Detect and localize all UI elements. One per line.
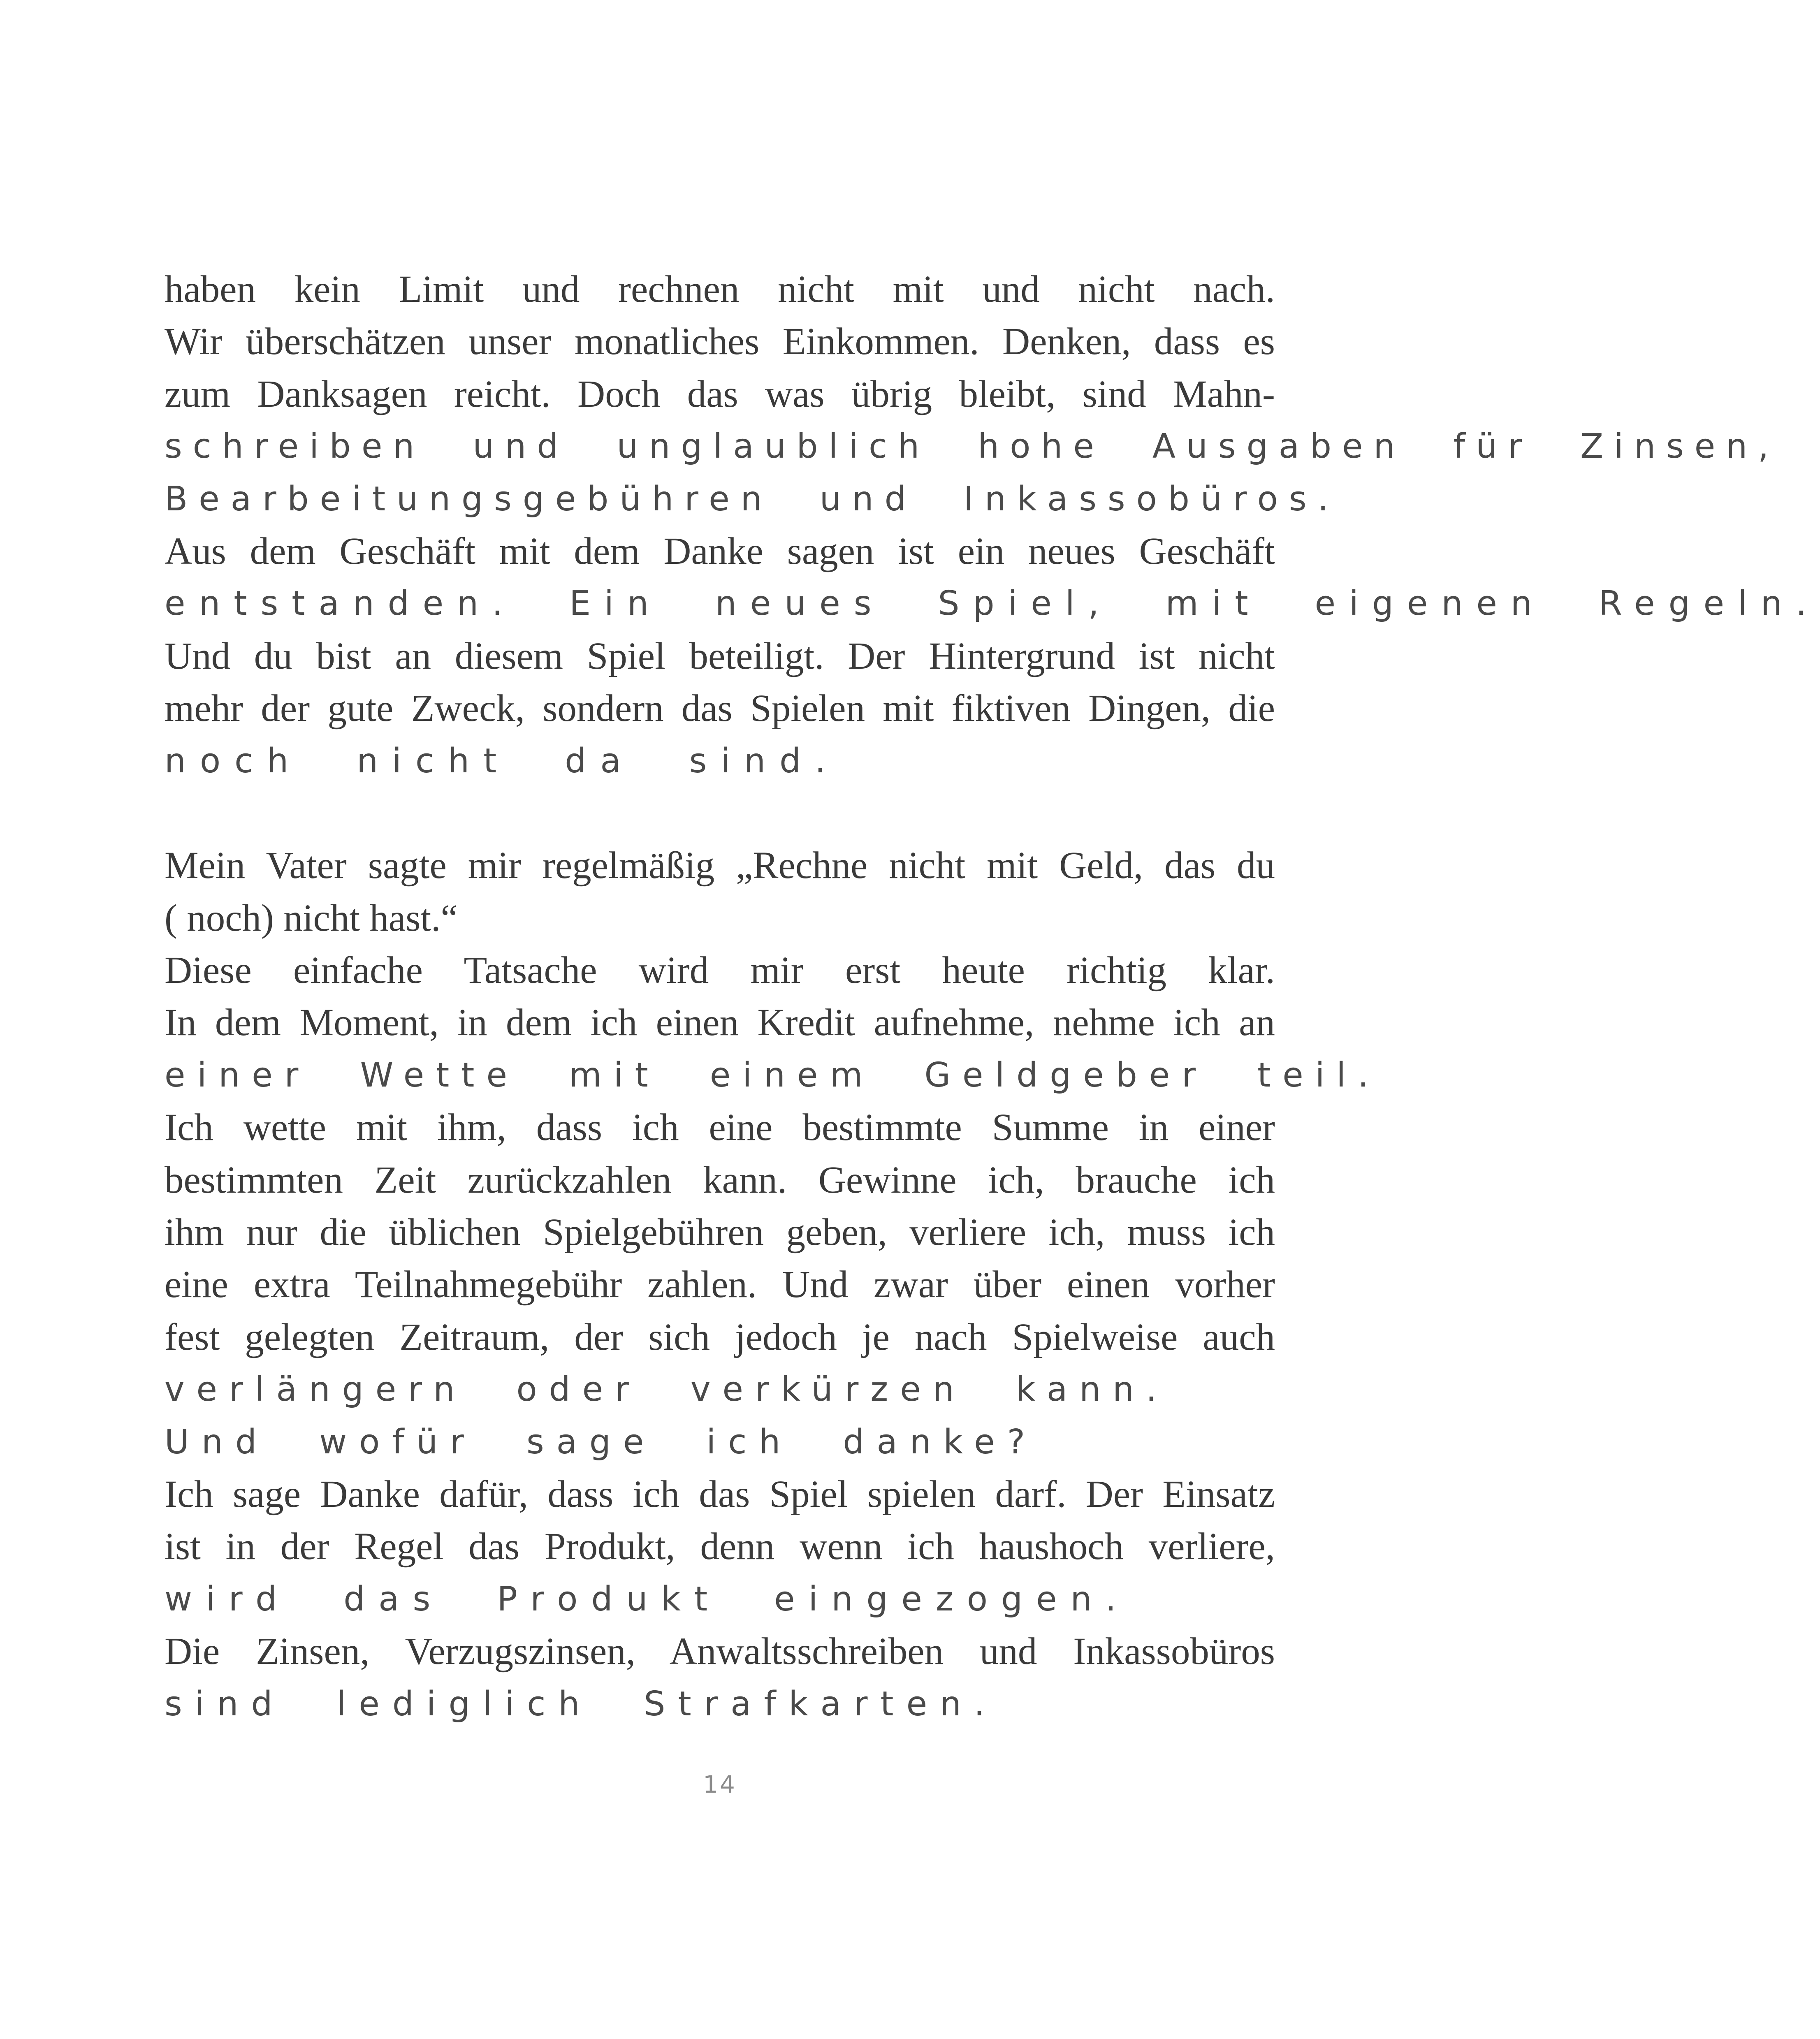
paragraph-gap [165,787,1275,839]
text-line: haben kein Limit und rechnen nicht mit und nicht nach. [165,268,1275,310]
text-line: Ich sage Danke dafür, dass ich das Spiel spielen darf. Der Einsatz [165,1473,1275,1515]
text-line: schreiben und unglaublich hohe Ausgaben für Zinsen, [165,427,1780,466]
text-line: Aus dem Geschäft mit dem Danke sagen ist ein neues Geschäft [165,530,1275,572]
text-line: sind lediglich Strafkarten. [165,1684,998,1724]
text-line: entstanden. Ein neues Spiel, mit eigenen Regeln. [165,584,1820,623]
text-line: Die Zinsen, Verzugszinsen, Anwaltsschreiben und Inkassobüros [165,1630,1275,1673]
page-number: 14 [703,1770,737,1798]
text-line: eine extra Teilnahmegebühr zahlen. Und zwar über einen vorher [165,1263,1275,1306]
text-line: Ich wette mit ihm, dass ich eine bestimmte Summe in einer [165,1106,1275,1149]
text-line: Und du bist an diesem Spiel beteiligt. Der Hintergrund ist nicht [165,635,1275,677]
text-line: verlängern oder verkürzen kann. [165,1370,1169,1409]
text-line: einer Wette mit einem Geldgeber teil. [165,1055,1381,1095]
text-line: Diese einfache Tatsache wird mir erst heute richtig klar. [165,949,1275,992]
text-line: noch nicht da sind. [165,741,840,781]
text-line: wird das Produkt eingezogen. [165,1579,1130,1619]
text-line: bestimmten Zeit zurückzahlen kann. Gewinne ich, brauche ich [165,1159,1275,1201]
body-text [165,263,1820,1730]
text-line: ihm nur die üblichen Spielgebühren geben, verliere ich, muss ich [165,1211,1275,1254]
text-line: fest gelegten Zeitraum, der sich jedoch je nach Spielweise auch [165,1316,1275,1358]
text-line: Und wofür sage ich danke? [165,1422,1038,1462]
text-line: Wir überschätzen unser monatliches Einkommen. Denken, dass es [165,320,1275,363]
text-line: Bearbeitungsgebühren und Inkassobüros. [165,479,1340,519]
text-line: In dem Moment, in dem ich einen Kredit aufnehme, nehme ich an [165,1001,1275,1044]
text-line: ( noch) nicht hast.“ [165,897,458,939]
text-line: zum Danksagen reicht. Doch das was übrig bleibt, sind Mahn- [165,373,1275,415]
text-line: Mein Vater sagte mir regelmäßig „Rechne nicht mit Geld, das du [165,844,1275,887]
text-line: mehr der gute Zweck, sondern das Spielen mit fiktiven Dingen, die [165,687,1275,730]
text-line: ist in der Regel das Produkt, denn wenn ich haushoch verliere, [165,1525,1275,1568]
